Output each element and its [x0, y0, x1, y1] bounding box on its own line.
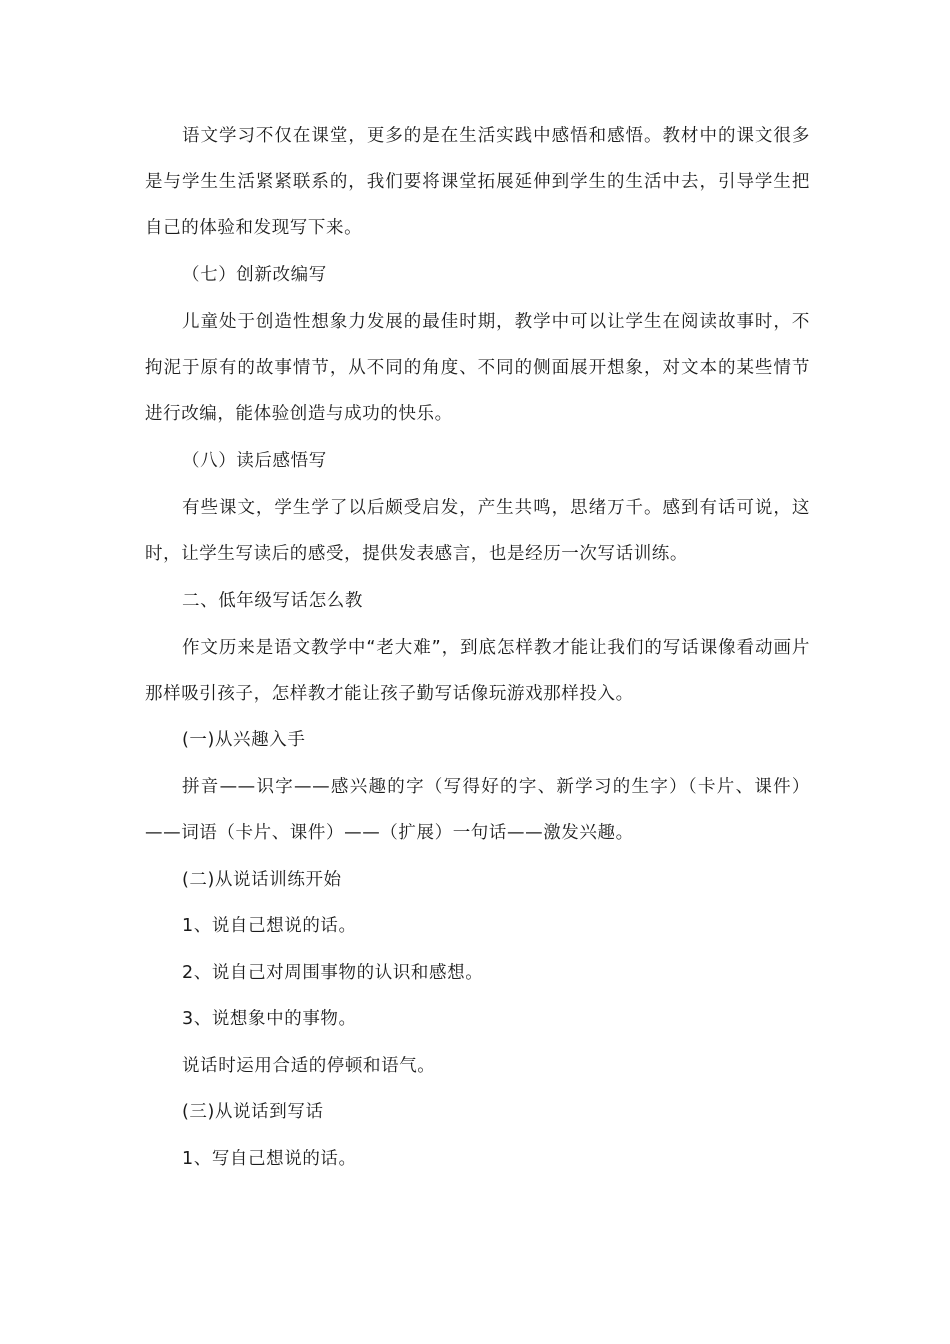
- list-item-write-1: 1、写自己想说的话。: [182, 1149, 357, 1169]
- heading-start-from-interest: (一)从兴趣入手: [182, 730, 306, 750]
- paragraph-pinyin-sequence: 拼音——识字——感兴趣的字（写得好的字、新学习的生字）（卡片、课件）——词语（卡片、课件）——（扩展）一句话——激发兴趣。: [145, 777, 810, 843]
- paragraph-composition-challenge: 作文历来是语文教学中“老大难”，到底怎样教才能让我们的写话课像看动画片那样吸引孩子，怎样教才能让孩子勤写话像玩游戏那样投入。: [145, 638, 810, 704]
- heading-innovative-rewrite: （七）创新改编写: [182, 265, 327, 285]
- heading-speak-to-write: (三)从说话到写话: [182, 1102, 324, 1122]
- list-item-speak-3: 3、说想象中的事物。: [182, 1009, 357, 1029]
- paragraph-pause-tone: 说话时运用合适的停顿和语气。: [182, 1056, 436, 1076]
- heading-speaking-training: (二)从说话训练开始: [182, 870, 342, 890]
- heading-reading-reflection: （八）读后感悟写: [182, 451, 327, 471]
- heading-how-to-teach: 二、低年级写话怎么教: [182, 591, 363, 611]
- paragraph-reading-response: 有些课文，学生学了以后颇受启发，产生共鸣，思绪万千。感到有话可说，这时，让学生写读后的感受，提供发表感言，也是经历一次写话训练。: [145, 498, 810, 564]
- list-item-speak-2: 2、说自己对周围事物的认识和感想。: [182, 963, 484, 983]
- list-item-speak-1: 1、说自己想说的话。: [182, 916, 357, 936]
- paragraph-imagination: 儿童处于创造性想象力发展的最佳时期，教学中可以让学生在阅读故事时，不拘泥于原有的故事情节，从不同的角度、不同的侧面展开想象，对文本的某些情节进行改编，能体验创造与成功的快乐。: [145, 312, 810, 424]
- paragraph-life-practice: 语文学习不仅在课堂，更多的是在生活实践中感悟和感悟。教材中的课文很多是与学生生活紧紧联系的，我们要将课堂拓展延伸到学生的生活中去，引导学生把自己的体验和发现写下来。: [145, 126, 810, 238]
